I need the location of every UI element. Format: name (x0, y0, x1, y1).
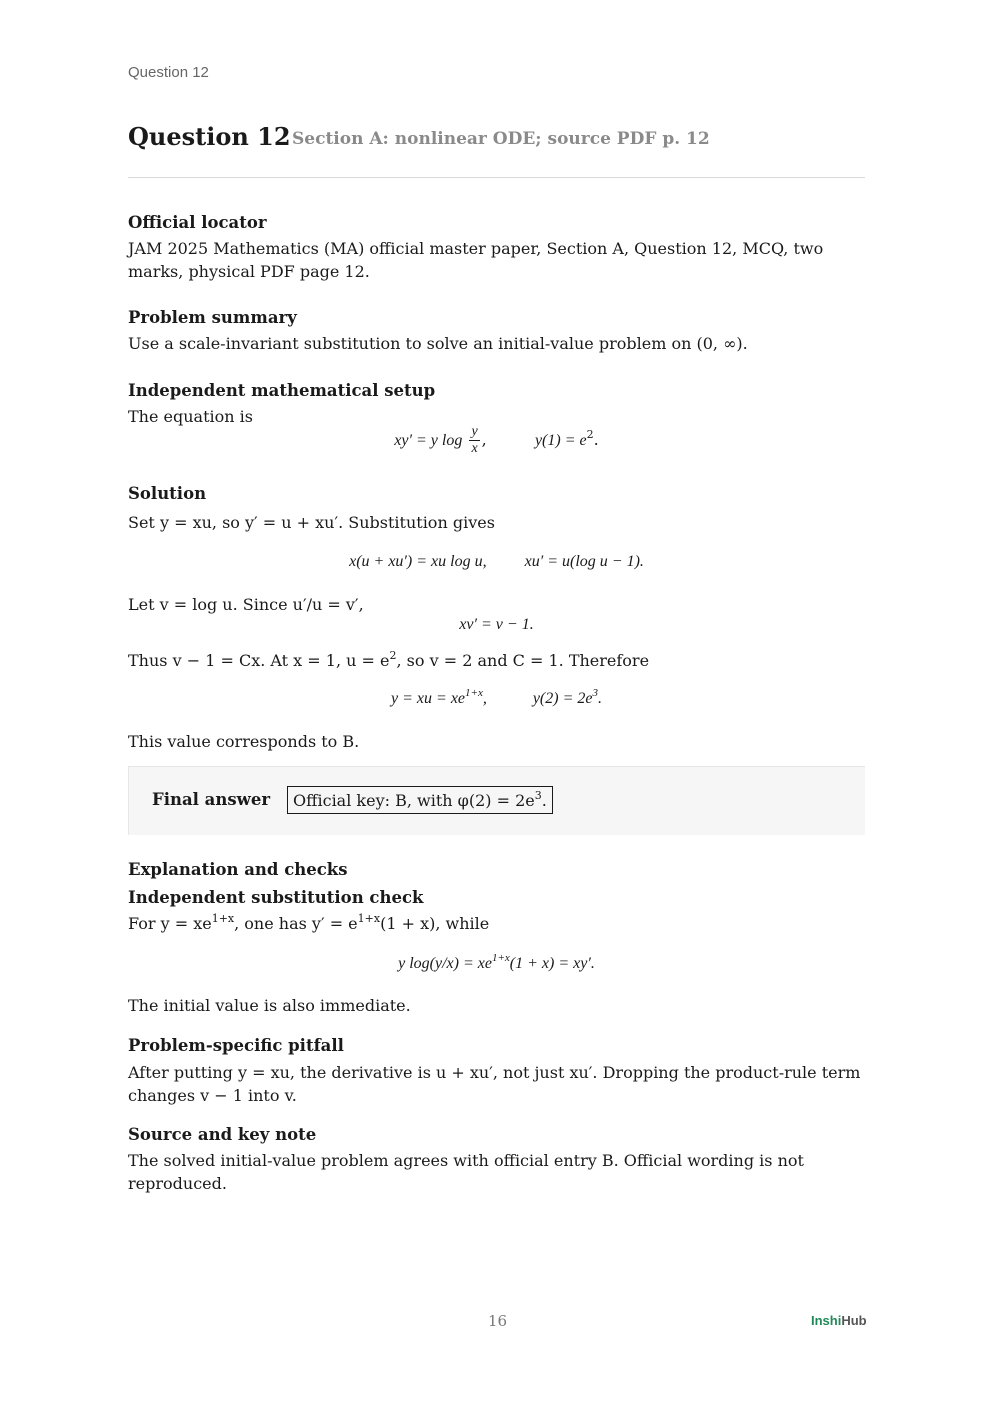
setup-text: The equation is (128, 407, 253, 426)
summary-heading: Problem summary (128, 308, 297, 327)
solution-eq1-b: xu′ = u(log u − 1). (524, 553, 644, 570)
setup-eq-fraction (469, 424, 479, 457)
final-answer-box (287, 786, 553, 814)
logo-part-a: Inshi (811, 1313, 842, 1328)
final-answer-end: . (541, 791, 547, 810)
setup-eq-frac-num: y (471, 424, 478, 439)
final-answer-text: Official key: B, with φ(2) = 2e (293, 791, 535, 810)
checks-line-1a: For y = xe (128, 914, 212, 933)
running-header: Question 12 (128, 64, 209, 81)
solution-line-1: Set y = xu, so y′ = u + xu′. Substitution gives (128, 513, 495, 532)
solution-equation-2: xv′ = v − 1. (459, 616, 534, 633)
solution-line-3 (128, 649, 865, 672)
setup-equation (128, 424, 865, 457)
locator-heading: Official locator (128, 213, 267, 232)
solution-heading: Solution (128, 484, 207, 503)
solution-eq3-b-exp: 3 (592, 687, 598, 699)
setup-eq-ic: y(1) = e (534, 432, 587, 449)
final-answer-exp: 3 (534, 789, 542, 802)
title-divider (128, 177, 865, 178)
setup-eq-frac-den: x (471, 441, 478, 456)
solution-line-4: This value corresponds to B. (128, 732, 360, 751)
solution-eq3-b: y(2) = 2e (532, 690, 593, 707)
solution-line-3b: , so v = 2 and C = 1. Therefore (396, 651, 650, 670)
checks-line-1b: , one has y′ = e (234, 914, 358, 933)
solution-line-3-exp: 2 (389, 649, 397, 662)
solution-equation-3 (128, 687, 865, 708)
checks-heading: Explanation and checks (128, 860, 348, 879)
pitfall-text: After putting y = xu, the derivative is u + xu′, not just xu′. Dropping the product-rule term changes v − 1 into v. (128, 1063, 861, 1105)
summary-text: Use a scale-invariant substitution to solve an initial-value problem on (0, ∞). (128, 334, 748, 353)
checks-equation (128, 952, 865, 973)
checks-subheading-substitution: Independent substitution check (128, 888, 424, 907)
question-title: Question 12 (128, 122, 291, 151)
solution-eq1-a: x(u + xu′) = xu log u, (349, 553, 487, 570)
source-note-text: The solved initial-value problem agrees with official entry B. Official wording is not reproduced. (128, 1151, 804, 1193)
source-note-heading: Source and key note (128, 1125, 317, 1144)
checks-line-1 (128, 912, 865, 935)
inshihub-logo (811, 1313, 867, 1328)
solution-line-2: Let v = log u. Since u′/u = v′, (128, 595, 364, 614)
solution-eq3-a-end: , (482, 690, 487, 707)
setup-eq-ic-end: . (593, 430, 599, 449)
checks-line-1c: (1 + x), while (380, 914, 490, 933)
solution-line-3a: Thus v − 1 = Cx. At x = 1, u = e (128, 651, 390, 670)
solution-eq3-b-end: . (597, 690, 602, 707)
pitfall-heading: Problem-specific pitfall (128, 1036, 344, 1055)
checks-eq-a: y log(y/x) = xe (398, 955, 492, 972)
setup-eq-ic-exp: 2 (586, 428, 594, 441)
logo-part-b: Hub (841, 1313, 867, 1328)
solution-eq3-a-exp: 1+x (465, 687, 483, 699)
checks-eq-b: (1 + x) = xy′. (509, 955, 595, 972)
checks-eq-exp: 1+x (491, 952, 510, 964)
setup-eq-comma: , (481, 430, 487, 449)
checks-line-1-exp1: 1+x (211, 912, 235, 925)
solution-eq3-a: y = xu = xe (391, 690, 466, 707)
question-subtitle: Section A: nonlinear ODE; source PDF p. 12 (292, 129, 710, 149)
solution-equation-1 (128, 553, 865, 571)
setup-eq-lhs: xy′ = y log (394, 432, 463, 449)
checks-line-2: The initial value is also immediate. (128, 996, 411, 1015)
locator-text: JAM 2025 Mathematics (MA) official master paper, Section A, Question 12, MCQ, two marks, physical PDF page 12. (128, 239, 824, 281)
checks-line-1-exp2: 1+x (357, 912, 381, 925)
final-answer-label: Final answer (152, 790, 271, 809)
setup-heading: Independent mathematical setup (128, 381, 436, 400)
page-number: 16 (488, 1312, 508, 1330)
